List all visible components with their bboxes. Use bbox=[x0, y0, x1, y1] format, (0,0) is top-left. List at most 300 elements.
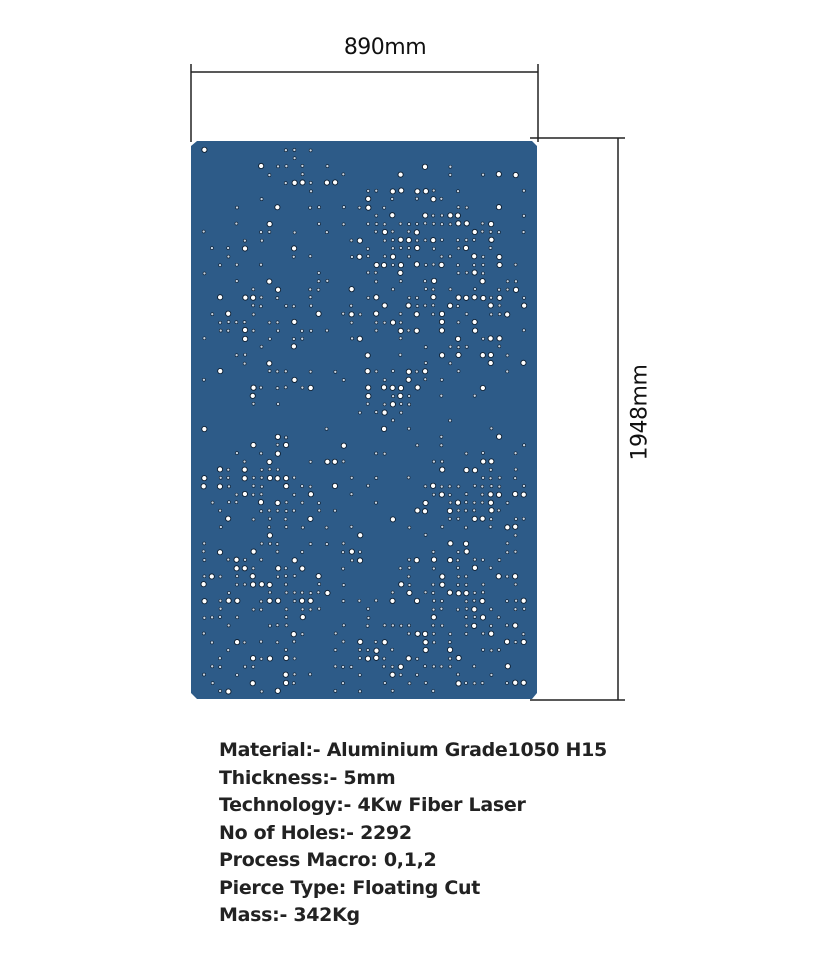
perforation-hole bbox=[505, 664, 510, 669]
perforation-hole bbox=[268, 517, 271, 520]
perforation-hole bbox=[275, 287, 280, 292]
perforation-hole bbox=[318, 583, 321, 586]
perforation-hole bbox=[465, 616, 468, 619]
perforation-hole bbox=[391, 197, 394, 200]
perforation-hole bbox=[243, 321, 246, 324]
perforation-hole bbox=[267, 459, 272, 464]
perforation-hole bbox=[473, 509, 476, 512]
perforation-hole bbox=[498, 288, 501, 291]
perforation-hole bbox=[455, 500, 460, 505]
height-dimension bbox=[530, 138, 625, 700]
perforation-hole bbox=[374, 501, 377, 504]
perforation-hole bbox=[260, 558, 263, 561]
perforation-hole bbox=[391, 230, 394, 233]
spec-process-macro: Process Macro: 0,1,2 bbox=[219, 849, 437, 871]
perforation-hole bbox=[431, 483, 436, 488]
perforation-hole bbox=[267, 221, 272, 226]
perforation-hole bbox=[350, 239, 353, 242]
perforation-hole bbox=[432, 222, 435, 225]
perforation-hole bbox=[227, 591, 230, 594]
perforation-hole bbox=[506, 280, 509, 283]
perforation-hole bbox=[366, 402, 369, 405]
perforation-hole bbox=[268, 468, 271, 471]
perforation-hole bbox=[358, 533, 363, 538]
perforation-hole bbox=[400, 411, 403, 414]
perforation-hole bbox=[301, 608, 304, 611]
perforation-hole bbox=[506, 501, 509, 504]
perforation-hole bbox=[416, 673, 419, 676]
perforation-hole bbox=[301, 501, 304, 504]
perforation-hole bbox=[391, 624, 394, 627]
perforation-hole bbox=[292, 682, 295, 685]
perforation-hole bbox=[342, 665, 345, 668]
perforation-hole bbox=[497, 616, 500, 619]
perforation-hole bbox=[292, 305, 295, 308]
perforation-hole bbox=[367, 189, 370, 192]
perforation-hole bbox=[202, 476, 207, 481]
perforation-hole bbox=[375, 214, 378, 217]
perforation-hole bbox=[490, 649, 493, 652]
perforation-hole bbox=[334, 632, 337, 635]
perforation-hole bbox=[300, 566, 305, 571]
perforation-hole bbox=[268, 321, 271, 324]
perforation-hole bbox=[277, 402, 280, 405]
perforation-hole bbox=[416, 305, 419, 308]
perforation-hole bbox=[268, 591, 271, 594]
perforation-hole bbox=[292, 255, 295, 258]
perforation-hole bbox=[219, 329, 222, 332]
perforation-hole bbox=[432, 247, 435, 250]
perforation-hole bbox=[424, 222, 427, 225]
perforation-hole bbox=[456, 305, 459, 308]
perforation-hole bbox=[399, 582, 404, 587]
perforation-hole bbox=[284, 575, 287, 578]
perforation-hole bbox=[457, 485, 460, 488]
perforation-hole bbox=[367, 607, 370, 610]
perforation-hole bbox=[490, 673, 493, 676]
perforation-hole bbox=[423, 631, 428, 636]
perforation-hole bbox=[505, 312, 510, 317]
perforation-hole bbox=[513, 491, 518, 496]
perforation-hole bbox=[285, 436, 288, 439]
perforation-hole bbox=[424, 533, 427, 536]
perforation-hole bbox=[276, 370, 279, 373]
perforation-hole bbox=[391, 264, 394, 267]
perforation-hole bbox=[392, 288, 395, 291]
perforation-hole bbox=[357, 558, 362, 563]
perforation-hole bbox=[513, 287, 518, 292]
perforation-hole bbox=[457, 673, 460, 676]
perforation-hole bbox=[260, 608, 263, 611]
perforation-hole bbox=[374, 271, 377, 274]
perforation-hole bbox=[489, 525, 492, 528]
perforation-hole bbox=[367, 271, 370, 274]
perforation-hole bbox=[276, 566, 281, 571]
perforation-hole bbox=[424, 280, 427, 283]
perforation-hole bbox=[202, 550, 205, 553]
perforation-hole bbox=[259, 305, 262, 308]
perforation-hole bbox=[300, 615, 305, 620]
perforation-hole bbox=[210, 247, 213, 250]
perforation-hole bbox=[465, 206, 468, 209]
perforation-hole bbox=[423, 647, 428, 652]
perforation-hole bbox=[284, 483, 289, 488]
perforation-hole bbox=[497, 231, 500, 234]
perforation-hole bbox=[250, 393, 255, 398]
spec-technology: Technology:- 4Kw Fiber Laser bbox=[219, 794, 526, 816]
perforation-hole bbox=[226, 689, 231, 694]
perforation-hole bbox=[219, 476, 222, 479]
perforation-hole bbox=[449, 165, 452, 168]
perforation-hole bbox=[472, 516, 477, 521]
perforation-hole bbox=[234, 557, 239, 562]
perforation-hole bbox=[209, 574, 214, 579]
perforation-hole bbox=[350, 525, 353, 528]
perforation-hole bbox=[399, 321, 402, 324]
perforation-hole bbox=[292, 319, 297, 324]
perforation-hole bbox=[390, 254, 395, 259]
perforation-hole bbox=[227, 255, 230, 258]
perforation-hole bbox=[285, 616, 288, 619]
perforation-hole bbox=[218, 368, 223, 373]
perforation-hole bbox=[423, 369, 428, 374]
perforation-hole bbox=[398, 664, 403, 669]
perforation-hole bbox=[366, 393, 371, 398]
perforation-hole bbox=[301, 337, 304, 340]
perforation-hole bbox=[472, 295, 477, 300]
perforation-hole bbox=[235, 354, 238, 357]
perforation-hole bbox=[251, 549, 256, 554]
perforation-hole bbox=[505, 682, 508, 685]
perforation-hole bbox=[432, 690, 435, 693]
perforation-hole bbox=[465, 600, 468, 603]
perforation-hole bbox=[375, 370, 378, 373]
perforation-hole bbox=[449, 362, 452, 365]
perforation-hole bbox=[251, 442, 256, 447]
perforation-hole bbox=[260, 452, 263, 455]
perforation-hole bbox=[219, 607, 222, 610]
perforation-hole bbox=[293, 657, 296, 660]
perforation-hole bbox=[260, 345, 263, 348]
perforation-hole bbox=[505, 624, 508, 627]
perforation-hole bbox=[449, 223, 452, 226]
perforation-hole bbox=[423, 640, 428, 645]
perforation-hole bbox=[415, 631, 420, 636]
perforation-hole bbox=[310, 190, 313, 193]
perforation-hole bbox=[243, 641, 246, 644]
perforation-hole bbox=[465, 575, 468, 578]
perforation-hole bbox=[496, 492, 501, 497]
perforation-hole bbox=[456, 591, 461, 596]
perforation-hole bbox=[522, 303, 527, 308]
perforation-hole bbox=[375, 476, 378, 479]
perforation-hole bbox=[523, 296, 526, 299]
perforation-hole bbox=[498, 345, 501, 348]
perforation-hole bbox=[423, 189, 428, 194]
perforation-hole bbox=[260, 239, 263, 242]
perforation-hole bbox=[250, 574, 255, 579]
perforation-hole bbox=[285, 165, 288, 168]
perforation-hole bbox=[391, 239, 394, 242]
perforation-hole bbox=[226, 598, 231, 603]
perforation-hole bbox=[448, 517, 451, 520]
perforation-hole bbox=[382, 640, 387, 645]
perforation-hole bbox=[514, 534, 517, 537]
perforation-hole bbox=[432, 583, 435, 586]
perforation-hole bbox=[506, 288, 509, 291]
perforation-hole bbox=[391, 689, 394, 692]
perforation-hole bbox=[234, 639, 239, 644]
perforation-hole bbox=[309, 542, 312, 545]
perforation-hole bbox=[276, 641, 279, 644]
perforation-hole bbox=[496, 204, 501, 209]
perforation-hole bbox=[258, 500, 263, 505]
perforation-hole bbox=[203, 616, 206, 619]
perforation-hole bbox=[324, 180, 329, 185]
perforation-hole bbox=[408, 403, 411, 406]
perforation-hole bbox=[457, 321, 460, 324]
perforation-hole bbox=[219, 509, 222, 512]
perforation-hole bbox=[449, 345, 452, 348]
perforation-hole bbox=[267, 361, 272, 366]
perforation-hole bbox=[308, 492, 313, 497]
perforation-hole bbox=[480, 353, 485, 358]
perforation-hole bbox=[252, 304, 255, 307]
perforation-hole bbox=[480, 385, 485, 390]
perforation-hole bbox=[211, 665, 214, 668]
spec-hole-count: No of Holes:- 2292 bbox=[219, 821, 412, 844]
perforation-hole bbox=[432, 304, 435, 307]
perforation-hole bbox=[342, 223, 345, 226]
perforation-hole bbox=[382, 410, 387, 415]
perforation-hole bbox=[309, 149, 312, 152]
spec-material: Material:- Aluminium Grade1050 H15 bbox=[219, 739, 607, 761]
perforation-hole bbox=[358, 206, 361, 209]
perforation-hole bbox=[408, 255, 411, 258]
perforation-hole bbox=[392, 395, 395, 398]
perforation-hole bbox=[367, 616, 370, 619]
perforation-hole bbox=[432, 608, 435, 611]
perforation-hole bbox=[406, 377, 411, 382]
perforation-hole bbox=[464, 295, 469, 300]
perforation-hole bbox=[349, 549, 354, 554]
perforation-hole bbox=[399, 312, 402, 315]
perforation-hole bbox=[463, 541, 468, 546]
perforation-hole bbox=[342, 682, 345, 685]
perforation-hole bbox=[284, 583, 287, 586]
perforation-hole bbox=[514, 468, 517, 471]
perforation-hole bbox=[275, 500, 280, 505]
perforation-hole bbox=[391, 591, 394, 594]
perforation-hole bbox=[260, 657, 263, 660]
perforation-hole bbox=[334, 689, 337, 692]
perforation-hole bbox=[398, 270, 403, 275]
perforation-hole bbox=[252, 402, 255, 405]
perforation-hole bbox=[260, 600, 263, 603]
perforation-hole bbox=[357, 254, 362, 259]
perforation-hole bbox=[366, 247, 369, 250]
perforation-hole bbox=[457, 551, 460, 554]
perforation-hole bbox=[242, 327, 247, 332]
perforation-hole bbox=[472, 623, 477, 628]
perforation-hole bbox=[383, 255, 386, 258]
perforation-hole bbox=[267, 533, 272, 538]
perforation-hole bbox=[351, 559, 354, 562]
perforation-hole bbox=[374, 648, 379, 653]
perforation-hole bbox=[358, 657, 361, 660]
perforation-hole bbox=[473, 501, 476, 504]
perforation-hole bbox=[407, 575, 410, 578]
perforation-hole bbox=[251, 385, 256, 390]
perforation-hole bbox=[456, 295, 461, 300]
perforation-hole bbox=[367, 296, 370, 299]
perforation-hole bbox=[496, 172, 501, 177]
perforation-hole bbox=[488, 360, 493, 365]
perforation-hole bbox=[285, 510, 288, 513]
perforation-hole bbox=[242, 566, 247, 571]
perforation-hole bbox=[252, 476, 255, 479]
perforation-hole bbox=[333, 180, 338, 185]
perforation-hole bbox=[490, 485, 493, 488]
perforation-hole bbox=[284, 370, 287, 373]
perforation-hole bbox=[227, 558, 230, 561]
perforation-hole bbox=[481, 682, 484, 685]
perforation-hole bbox=[342, 624, 345, 627]
perforation-hole bbox=[203, 337, 206, 340]
perforation-hole bbox=[522, 329, 525, 332]
perforation-hole bbox=[514, 608, 517, 611]
perforation-hole bbox=[359, 313, 362, 316]
perforation-hole bbox=[366, 624, 369, 627]
perforation-hole bbox=[415, 370, 418, 373]
perforation-hole bbox=[416, 296, 419, 299]
perforation-hole bbox=[259, 263, 262, 266]
perforation-hole bbox=[366, 649, 369, 652]
perforation-hole bbox=[383, 239, 386, 242]
perforation-hole bbox=[301, 485, 304, 488]
perforation-hole bbox=[448, 541, 453, 546]
perforation-hole bbox=[283, 442, 288, 447]
perforation-hole bbox=[260, 510, 263, 513]
perforation-hole bbox=[367, 484, 370, 487]
perforation-hole bbox=[275, 434, 280, 439]
perforation-hole bbox=[342, 379, 345, 382]
perforation-hole bbox=[432, 460, 435, 463]
perforation-hole bbox=[219, 321, 222, 324]
perforation-hole bbox=[482, 648, 485, 651]
perforation-hole bbox=[440, 444, 443, 447]
perforation-hole bbox=[250, 681, 255, 686]
perforation-hole bbox=[382, 303, 387, 308]
perforation-hole bbox=[390, 598, 395, 603]
perforation-hole bbox=[235, 501, 238, 504]
perforation-hole bbox=[448, 213, 453, 218]
perforation-hole bbox=[497, 434, 502, 439]
perforation-hole bbox=[406, 303, 411, 308]
perforation-hole bbox=[513, 172, 518, 177]
perforation-hole bbox=[473, 599, 476, 602]
perforation-hole bbox=[383, 624, 386, 627]
perforation-hole bbox=[439, 492, 444, 497]
perforation-hole bbox=[235, 583, 238, 586]
perforation-hole bbox=[250, 582, 255, 587]
perforation-hole bbox=[488, 352, 493, 357]
perforation-hole bbox=[465, 493, 468, 496]
perforation-hole bbox=[473, 615, 476, 618]
perforation-hole bbox=[301, 173, 304, 176]
perforation-hole bbox=[293, 157, 296, 160]
perforation-hole bbox=[326, 165, 329, 168]
perforation-hole bbox=[276, 297, 279, 300]
perforation-hole bbox=[399, 353, 402, 356]
perforation-hole bbox=[463, 245, 468, 250]
perforation-hole bbox=[260, 476, 263, 479]
perforation-hole bbox=[449, 665, 452, 668]
perforation-hole bbox=[301, 633, 304, 636]
perforation-hole bbox=[440, 582, 445, 587]
perforation-hole bbox=[342, 640, 345, 643]
perforation-hole bbox=[252, 288, 255, 291]
perforation-hole bbox=[473, 484, 476, 487]
perforation-hole bbox=[398, 385, 403, 390]
perforation-hole bbox=[268, 624, 271, 627]
perforation-hole bbox=[439, 328, 444, 333]
perforation-hole bbox=[308, 385, 313, 390]
perforation-hole bbox=[488, 336, 493, 341]
spec-thickness: Thickness:- 5mm bbox=[219, 766, 396, 789]
perforation-hole bbox=[334, 370, 337, 373]
perforation-hole bbox=[489, 566, 492, 569]
perforation-hole bbox=[489, 477, 492, 480]
perforation-hole bbox=[349, 312, 354, 317]
perforation-hole bbox=[259, 386, 262, 389]
perforation-hole bbox=[439, 353, 444, 358]
perforation-hole bbox=[227, 649, 230, 652]
perforation-hole bbox=[407, 247, 410, 250]
perforation-hole bbox=[317, 288, 320, 291]
perforation-hole bbox=[431, 615, 436, 620]
perforation-hole bbox=[398, 237, 403, 242]
perforation-hole bbox=[293, 640, 296, 643]
perforation-hole bbox=[301, 591, 304, 594]
perforation-hole bbox=[260, 493, 263, 496]
perforation-hole bbox=[457, 517, 460, 520]
perforation-hole bbox=[342, 584, 345, 587]
perforation-hole bbox=[416, 222, 419, 225]
perforation-hole bbox=[521, 492, 526, 497]
perforation-hole bbox=[317, 501, 320, 504]
perforation-hole bbox=[497, 648, 500, 651]
perforation-hole bbox=[440, 467, 445, 472]
perforation-hole bbox=[227, 247, 230, 250]
perforation-hole bbox=[498, 304, 501, 307]
perforation-hole bbox=[482, 263, 485, 266]
perforation-hole bbox=[457, 247, 460, 250]
perforation-hole bbox=[440, 255, 443, 258]
perforation-hole bbox=[481, 295, 486, 300]
perforation-hole bbox=[415, 508, 420, 513]
perforation-hole bbox=[514, 518, 517, 521]
perforation-hole bbox=[489, 631, 494, 636]
perforation-hole bbox=[441, 624, 444, 627]
perforation-hole bbox=[243, 362, 246, 365]
perforation-hole bbox=[465, 632, 468, 635]
perforation-hole bbox=[424, 304, 427, 307]
perforation-hole bbox=[440, 197, 443, 200]
perforation-hole bbox=[284, 386, 287, 389]
perforation-hole bbox=[366, 385, 371, 390]
perforation-hole bbox=[309, 181, 312, 184]
